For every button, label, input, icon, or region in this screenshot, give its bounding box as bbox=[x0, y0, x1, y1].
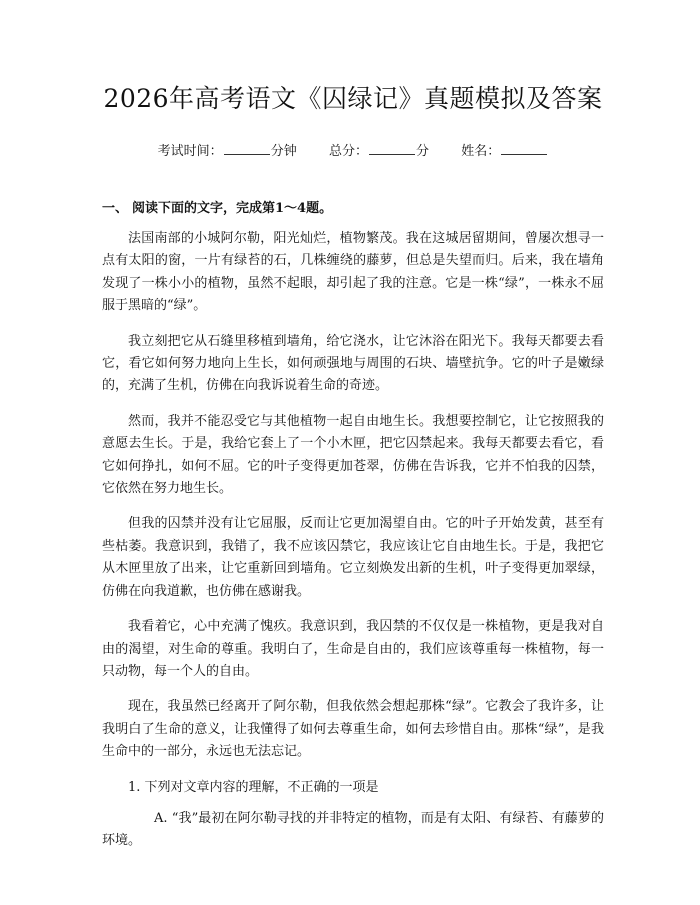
section-number: 一、 bbox=[102, 201, 129, 216]
question-option: A. “我”最初在阿尔勒寻找的并非特定的植物，而是有太阳、有绿苔、有藤萝的环境。 bbox=[102, 810, 604, 848]
passage-paragraph: 然而，我并不能忍受它与其他植物一起自由地生长。我想要控制它，让它按照我的意愿去生长。于是，我给它套上了一个小木匣，把它囚禁起来。我每天都要去看它，看它如何挣扎，如何不屈。它的叶子变得更加苍翠，仿佛在告诉我，它并不怕我的囚禁，它依然在努力地生长。 bbox=[102, 413, 604, 497]
passage-paragraph: 法国南部的小城阿尔勒，阳光灿烂，植物繁茂。我在这城居留期间，曾屡次想寻一点有太阳的窗，一片有绿苔的石，几株缠绕的藤萝，但总是失望而归。后来，我在墙角发现了一株小小的植物，虽然不起眼，却引起了我的注意。它是一株“绿”，一株永不屈服于黑暗的“绿”。 bbox=[102, 231, 604, 314]
score-blank bbox=[369, 142, 415, 155]
passage-paragraph: 现在，我虽然已经离开了阿尔勒，但我依然会想起那株“绿”。它教会了我许多，让我明白了生命的意义，让我懂得了如何去尊重生命，如何去珍惜自由。那株“绿”，是我生命中的一部分，永远也无法忘记。 bbox=[102, 699, 604, 760]
document-title: 2026年高考语文《囚绿记》真题模拟及答案 bbox=[103, 84, 603, 113]
score-label: 总分： bbox=[328, 144, 368, 159]
name-label: 姓名： bbox=[461, 144, 501, 159]
passage-paragraph: 但我的囚禁并没有让它屈服，反而让它更加渴望自由。它的叶子开始发黄，甚至有些枯萎。我意识到，我错了，我不应该囚禁它，我应该让它自由地生长。于是，我把它从木匣里放了出来，让它重新回到墙角。它立刻焕发出新的生机，叶子变得更加翠绿，仿佛在向我道歉，也仿佛在感谢我。 bbox=[102, 516, 604, 599]
exam-meta-line bbox=[102, 142, 604, 161]
name-blank bbox=[501, 142, 547, 155]
time-blank bbox=[224, 142, 270, 155]
passage-paragraph: 我看着它，心中充满了愧疚。我意识到，我囚禁的不仅仅是一株植物，更是我对自由的渴望，对生命的尊重。我明白了，生命是自由的，我们应该尊重每一株植物，每一只动物，每一个人的自由。 bbox=[102, 619, 604, 679]
passage-paragraph: 我立刻把它从石缝里移植到墙角，给它浇水，让它沐浴在阳光下。我每天都要去看它，看它如何努力地向上生长，如何顽强地与周围的石块、墙壁抗争。它的叶子是嫩绿的，充满了生机，仿佛在向我诉说着生命的奇迹。 bbox=[102, 333, 604, 394]
score-unit: 分 bbox=[416, 144, 430, 159]
time-label: 考试时间： bbox=[157, 144, 223, 159]
section-instruction: 阅读下面的文字，完成第1～4题。 bbox=[132, 201, 333, 216]
question-stem: 1. 下列对文章内容的理解，不正确的一项是 bbox=[128, 779, 379, 795]
time-unit: 分钟 bbox=[270, 144, 297, 159]
section-heading bbox=[102, 199, 604, 219]
